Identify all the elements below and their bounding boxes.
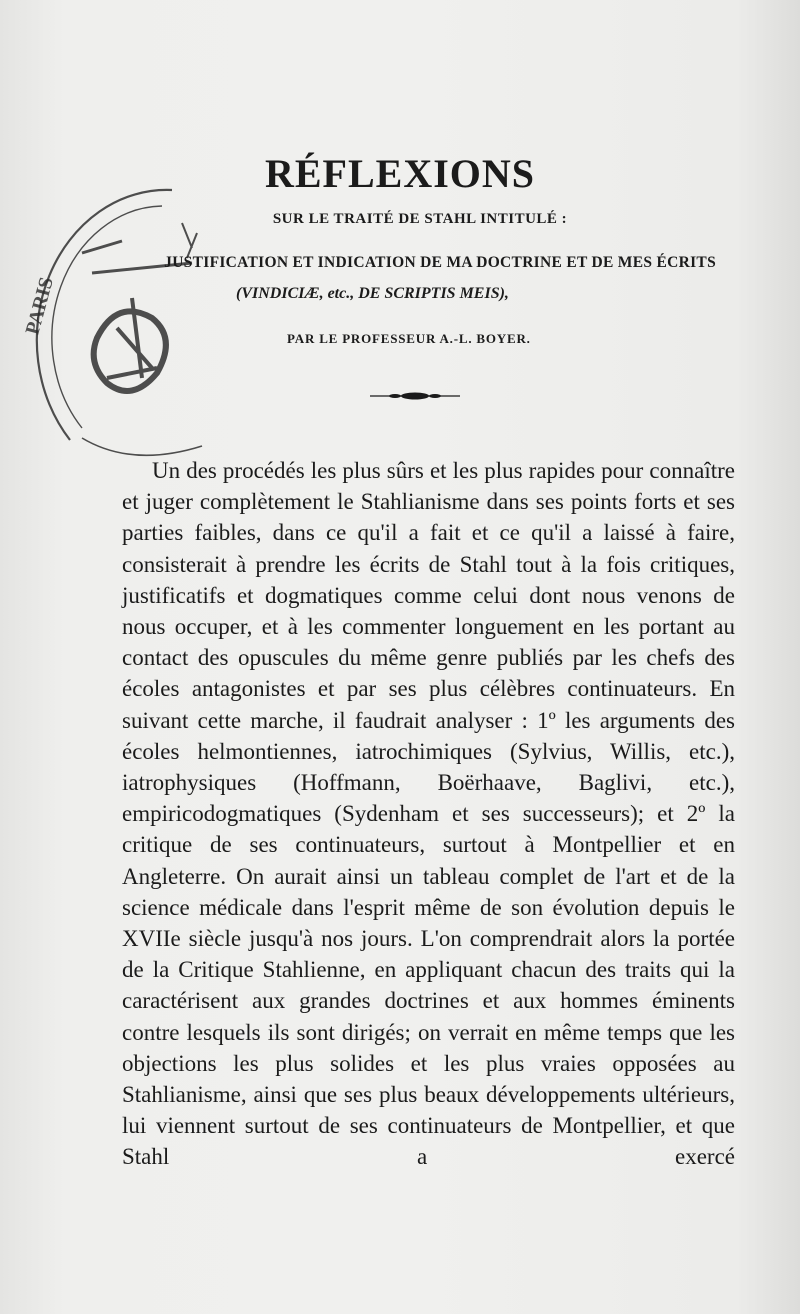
author-line: PAR LE PROFESSEUR A.-L. BOYER.	[287, 331, 531, 346]
stamp-paris-label: PARIS	[22, 274, 58, 338]
ornament-divider	[370, 390, 460, 402]
body-text	[122, 455, 735, 1173]
chapter-title: RÉFLEXIONS	[264, 151, 536, 196]
subtitle-line-2: JUSTIFICATION ET INDICATION DE MA DOCTRINE ET DE MES ÉCRITS	[164, 254, 716, 271]
subtitle-line-1: SUR LE TRAITÉ DE STAHL INTITULÉ :	[272, 211, 568, 227]
subtitle-line-3: (VINDICIÆ, etc., DE SCRIPTIS MEIS),	[236, 285, 509, 302]
body-paragraph: Un des procédés les plus sûrs et les plus rapides pour connaître et juger complètement le Stahlianisme dans ses points forts et ses parties faibles, dans ce qu'il a fait et ce qu'il a laissé à faire, consisterait à prendre les écrits de Stahl tout à la fois critiques, justificatifs et dogmatiques comme celui dont nous venons de nous occuper, et à les commenter longuement en les portant au contact des opuscules du même genre publiés par les chefs des écoles antagonistes et par ses plus célèbres continuateurs. En suivant cette marche, il faudrait analyser : 1º les arguments des écoles helmontiennes, iatrochimiques (Sylvius, Willis, etc.), iatrophysiques (Hoffmann, Boërhaave, Baglivi, etc.), empiricodogmatiques (Sydenham et ses successeurs); et 2º la critique de ses continuateurs, surtout à Montpellier et en Angleterre. On aurait ainsi un tableau complet de l'art et de la science médicale dans l'esprit même de son évolution depuis le XVIIe siècle jusqu'à nos jours. L'on comprendrait alors la portée de la Critique Stahlienne, en appliquant chacun des traits qui la caractérisent aux grandes doctrines et aux hommes éminents contre lesquels ils sont dirigés; on verrait en même temps que les objections les plus solides et les plus vraies opposées au Stahlianisme, ainsi que ses plus beaux développements ultérieurs, lui viennent surtout de ses continuateurs de Montpellier, et que Stahl a exercé	[122, 458, 735, 1170]
